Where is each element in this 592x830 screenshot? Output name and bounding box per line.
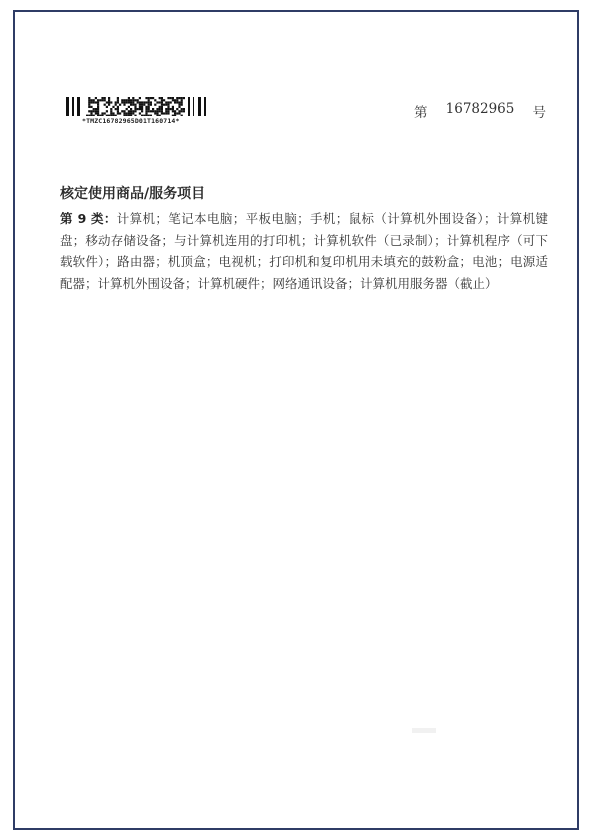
- registration-prefix: 第: [414, 105, 428, 121]
- registration-suffix: 号: [532, 105, 546, 121]
- registration-number-value: 16782965: [445, 101, 515, 117]
- goods-items-text: 计算机；笔记本电脑；平板电脑；手机；鼠标（计算机外围设备）；计算机键盘；移动存储设备；与计算机连用的打印机；计算机软件（已录制）；计算机程序（可下载软件）；路由器；机顶盒；电视机；打印机和复印机用未填充的鼓粉盒；电池；电源适配器；计算机外围设备；计算机硬件；网络通讯设备；计算机用服务器（截止）: [60, 211, 548, 291]
- barcode: [66, 97, 212, 125]
- section-title: 核定使用商品/服务项目: [60, 186, 206, 202]
- barcode-code-text: *TMZC16782965D01T160714*: [82, 117, 180, 125]
- goods-services-list: [60, 208, 548, 294]
- document-page: [13, 10, 579, 830]
- goods-class-label: 第 9 类：: [60, 211, 117, 226]
- faint-scan-mark: [412, 728, 436, 733]
- registration-number: [414, 101, 546, 121]
- barcode-graphic: [66, 97, 206, 116]
